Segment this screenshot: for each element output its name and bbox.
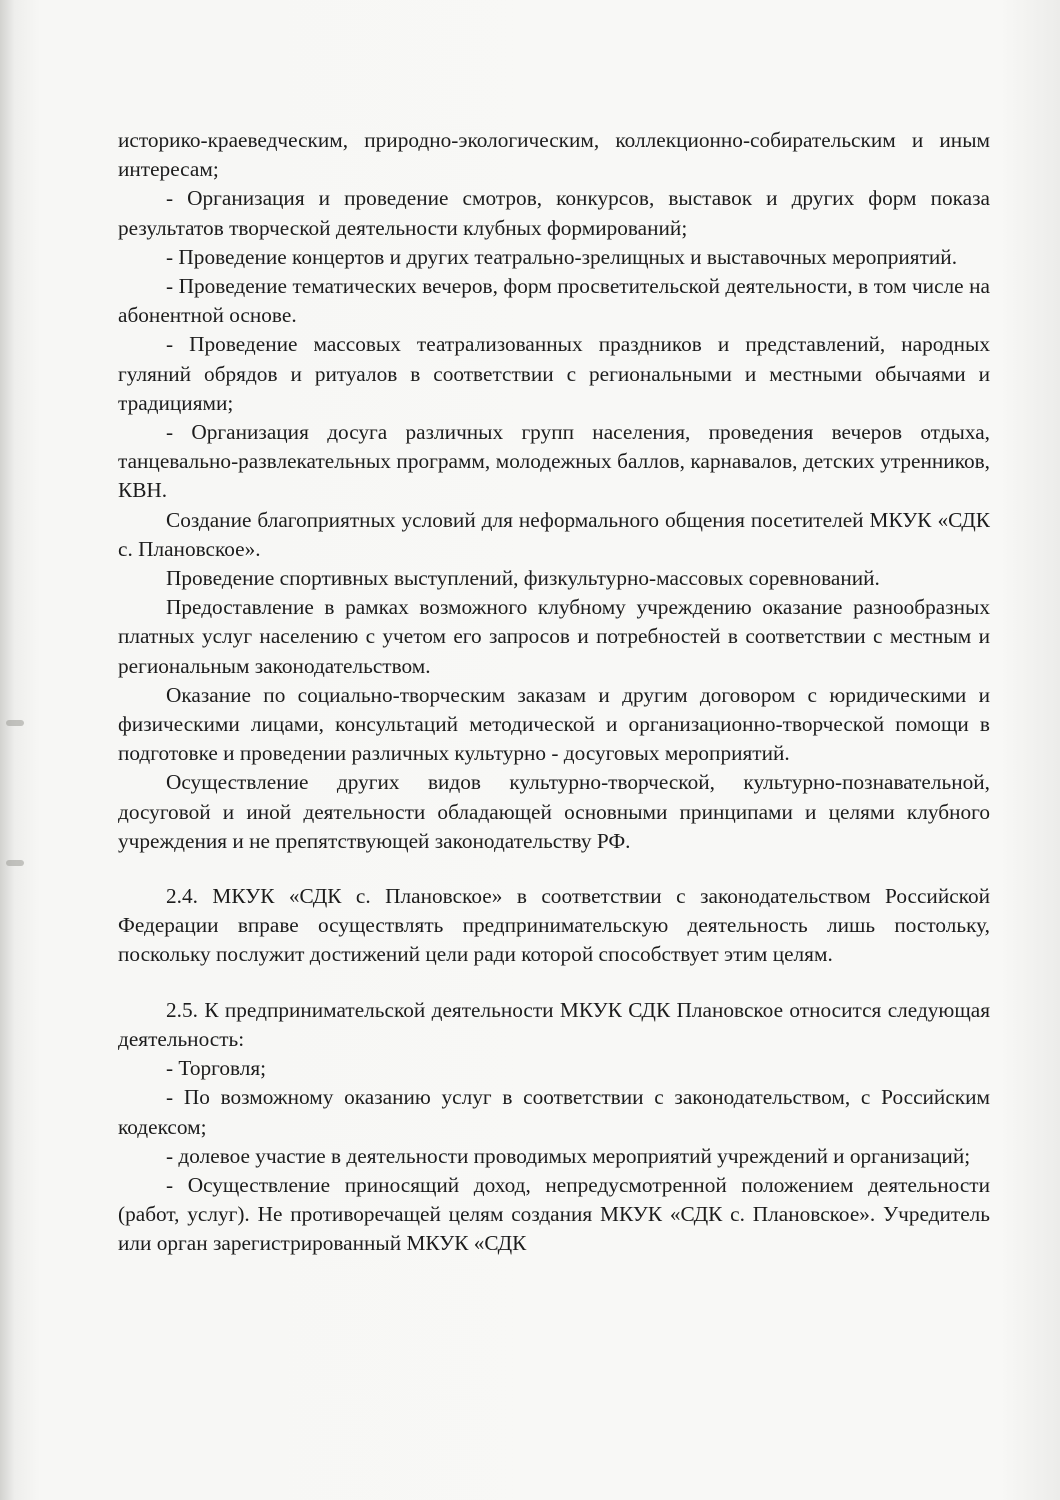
paragraph: - Проведение тематических вечеров, форм просветительской деятельности, в том числе на абонентной основе. [118, 274, 990, 328]
paragraph: - Организация досуга различных групп населения, проведения вечеров отдыха, танцевально-развлекательных программ, молодежных баллов, карнавалов, детских утренников, КВН. [118, 420, 990, 503]
paragraph: Создание благоприятных условий для неформального общения посетителей МКУК «СДК с. Плановское». [118, 507, 990, 561]
section-paragraph: 2.4. МКУК «СДК с. Плановское» в соответствии с законодательством Российской Федерации вправе осуществлять предпринимательскую деятельность лишь постольку, поскольку послужит достижений цели ради которой способствует этим целям. [118, 884, 990, 967]
list-item: - По возможному оказанию услуг в соответствии с законодательством, с Российским кодексом; [118, 1085, 990, 1139]
binding-hole-mark [6, 860, 24, 866]
paragraph: Проведение спортивных выступлений, физкультурно-массовых соревнований. [166, 566, 880, 591]
paragraph: - Организация и проведение смотров, конкурсов, выставок и других форм показа результатов творческой деятельности клубных формирований; [118, 186, 990, 240]
paragraph: Осуществление других видов культурно-творческой, культурно-познавательной, досуговой и иной деятельности обладающей основными принципами и целями клубного учреждения и не препятствующей законодательству РФ. [118, 770, 990, 853]
paragraph: - Проведение массовых театрализованных праздников и представлений, народных гуляний обрядов и ритуалов в соответствии с региональными и местными обычаями и традициями; [118, 332, 990, 415]
section-paragraph: 2.5. К предпринимательской деятельности МКУК СДК Плановское относится следующая деятельность: [118, 997, 990, 1051]
paragraph: Оказание по социально-творческим заказам и другим договором с юридическими и физическими лицами, консультаций методической и организационно-творческой помощи в подготовке и проведении различных культурно - досуговых мероприятий. [118, 682, 990, 766]
paragraph: - Проведение концертов и других театрально-зрелищных и выставочных мероприятий. [166, 244, 958, 269]
paragraph: Предоставление в рамках возможного клубному учреждению оказание разнообразных платных услуг населению с учетом его запросов и потребностей в соответствии с местным и региональным законодательством. [118, 595, 990, 678]
binding-hole-mark [6, 720, 24, 726]
list-item: - долевое участие в деятельности проводимых мероприятий учреждений и организаций; [166, 1143, 971, 1168]
document-body [118, 126, 990, 1259]
paragraph: историко-краеведческим, природно-экологическим, коллекционно-собирательским и иным интересам; [118, 128, 990, 182]
page-binding-edge [0, 0, 14, 1500]
list-item: - Осуществление приносящий доход, непредусмотренной положением деятельности (работ, услуг). Не противоречащей целям создания МКУК «СДК с. Плановское». Учредитель или орган зарегистрированный МКУК «СДК [118, 1172, 990, 1256]
list-item: - Торговля; [166, 1056, 267, 1081]
